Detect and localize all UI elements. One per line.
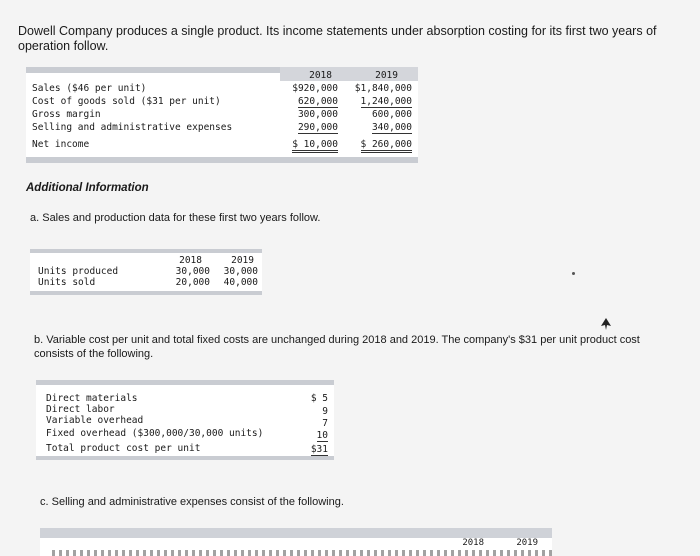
sa-top-band (40, 528, 552, 538)
variable-overhead-value: 7 (322, 418, 328, 429)
cost-top-band (36, 380, 334, 385)
direct-labor-value: 9 (322, 406, 328, 417)
sales-2018: $920,000 (292, 83, 338, 94)
part-c-text: c. Selling and administrative expenses consist of the following. (40, 496, 344, 508)
units-top-band (30, 249, 262, 253)
fixed-overhead-label: Fixed overhead ($300,000/30,000 units) (46, 428, 264, 439)
units-sold-label: Units sold (38, 277, 96, 288)
total-cost-value: $31 (311, 444, 328, 458)
income-statement-table (26, 67, 418, 163)
sa-header-2019: 2019 (516, 538, 538, 548)
gross-margin-2018: 300,000 (297, 109, 338, 120)
units-table (30, 249, 262, 295)
units-bottom-band (30, 291, 262, 295)
units-sold-2019: 40,000 (223, 277, 258, 288)
sga-label: Selling and administrative expenses (32, 122, 233, 133)
units-produced-2019: 30,000 (223, 266, 258, 277)
units-header-2019: 2019 (231, 255, 254, 266)
part-b-text: b. Variable cost per unit and total fixed costs are unchanged during 2018 and 2019. The company's $31 per unit product cost consists of the following. (34, 334, 640, 360)
net-income-label: Net income (32, 139, 90, 150)
total-cost-label: Total product cost per unit (46, 443, 201, 454)
sa-header-2018: 2018 (462, 538, 484, 548)
mouse-cursor-icon (601, 318, 611, 330)
sga-2019: 340,000 (371, 122, 412, 133)
direct-materials-label: Direct materials (46, 393, 138, 404)
part-a-text: a. Sales and production data for these first two years follow. (30, 212, 321, 224)
cogs-label: Cost of goods sold ($31 per unit) (32, 96, 221, 107)
variable-overhead-label: Variable overhead (46, 415, 144, 426)
direct-materials-value: $ 5 (310, 393, 328, 404)
sga-2018: 290,000 (297, 122, 338, 133)
header-2019: 2019 (375, 70, 398, 81)
direct-labor-label: Direct labor (46, 404, 115, 415)
units-header-2018: 2018 (179, 255, 202, 266)
product-cost-table (36, 380, 334, 460)
net-income-2018: $ 10,000 (292, 139, 338, 153)
stray-dot (572, 272, 575, 275)
sales-label: Sales ($46 per unit) (32, 83, 147, 94)
cost-bottom-band (36, 456, 334, 460)
fixed-overhead-value: 10 (316, 430, 328, 441)
units-produced-2018: 30,000 (175, 266, 210, 277)
additional-info-heading: Additional Information (26, 182, 149, 194)
units-sold-2018: 20,000 (175, 277, 210, 288)
gross-margin-label: Gross margin (32, 109, 101, 120)
sa-cutoff-row (52, 550, 552, 556)
header-2018: 2018 (309, 70, 332, 81)
sales-2019: $1,840,000 (354, 83, 412, 94)
selling-admin-table (40, 528, 552, 556)
table-bottom-band (26, 157, 418, 163)
gross-margin-2019: 600,000 (371, 109, 412, 120)
net-income-2019: $ 260,000 (361, 139, 412, 153)
units-produced-label: Units produced (38, 266, 119, 277)
intro-text: Dowell Company produces a single product. Its income statements under absorption costing for its first two years of operation follow. (18, 24, 657, 53)
cogs-2019: 1,240,000 (360, 96, 412, 107)
cogs-2018: 620,000 (297, 96, 338, 107)
